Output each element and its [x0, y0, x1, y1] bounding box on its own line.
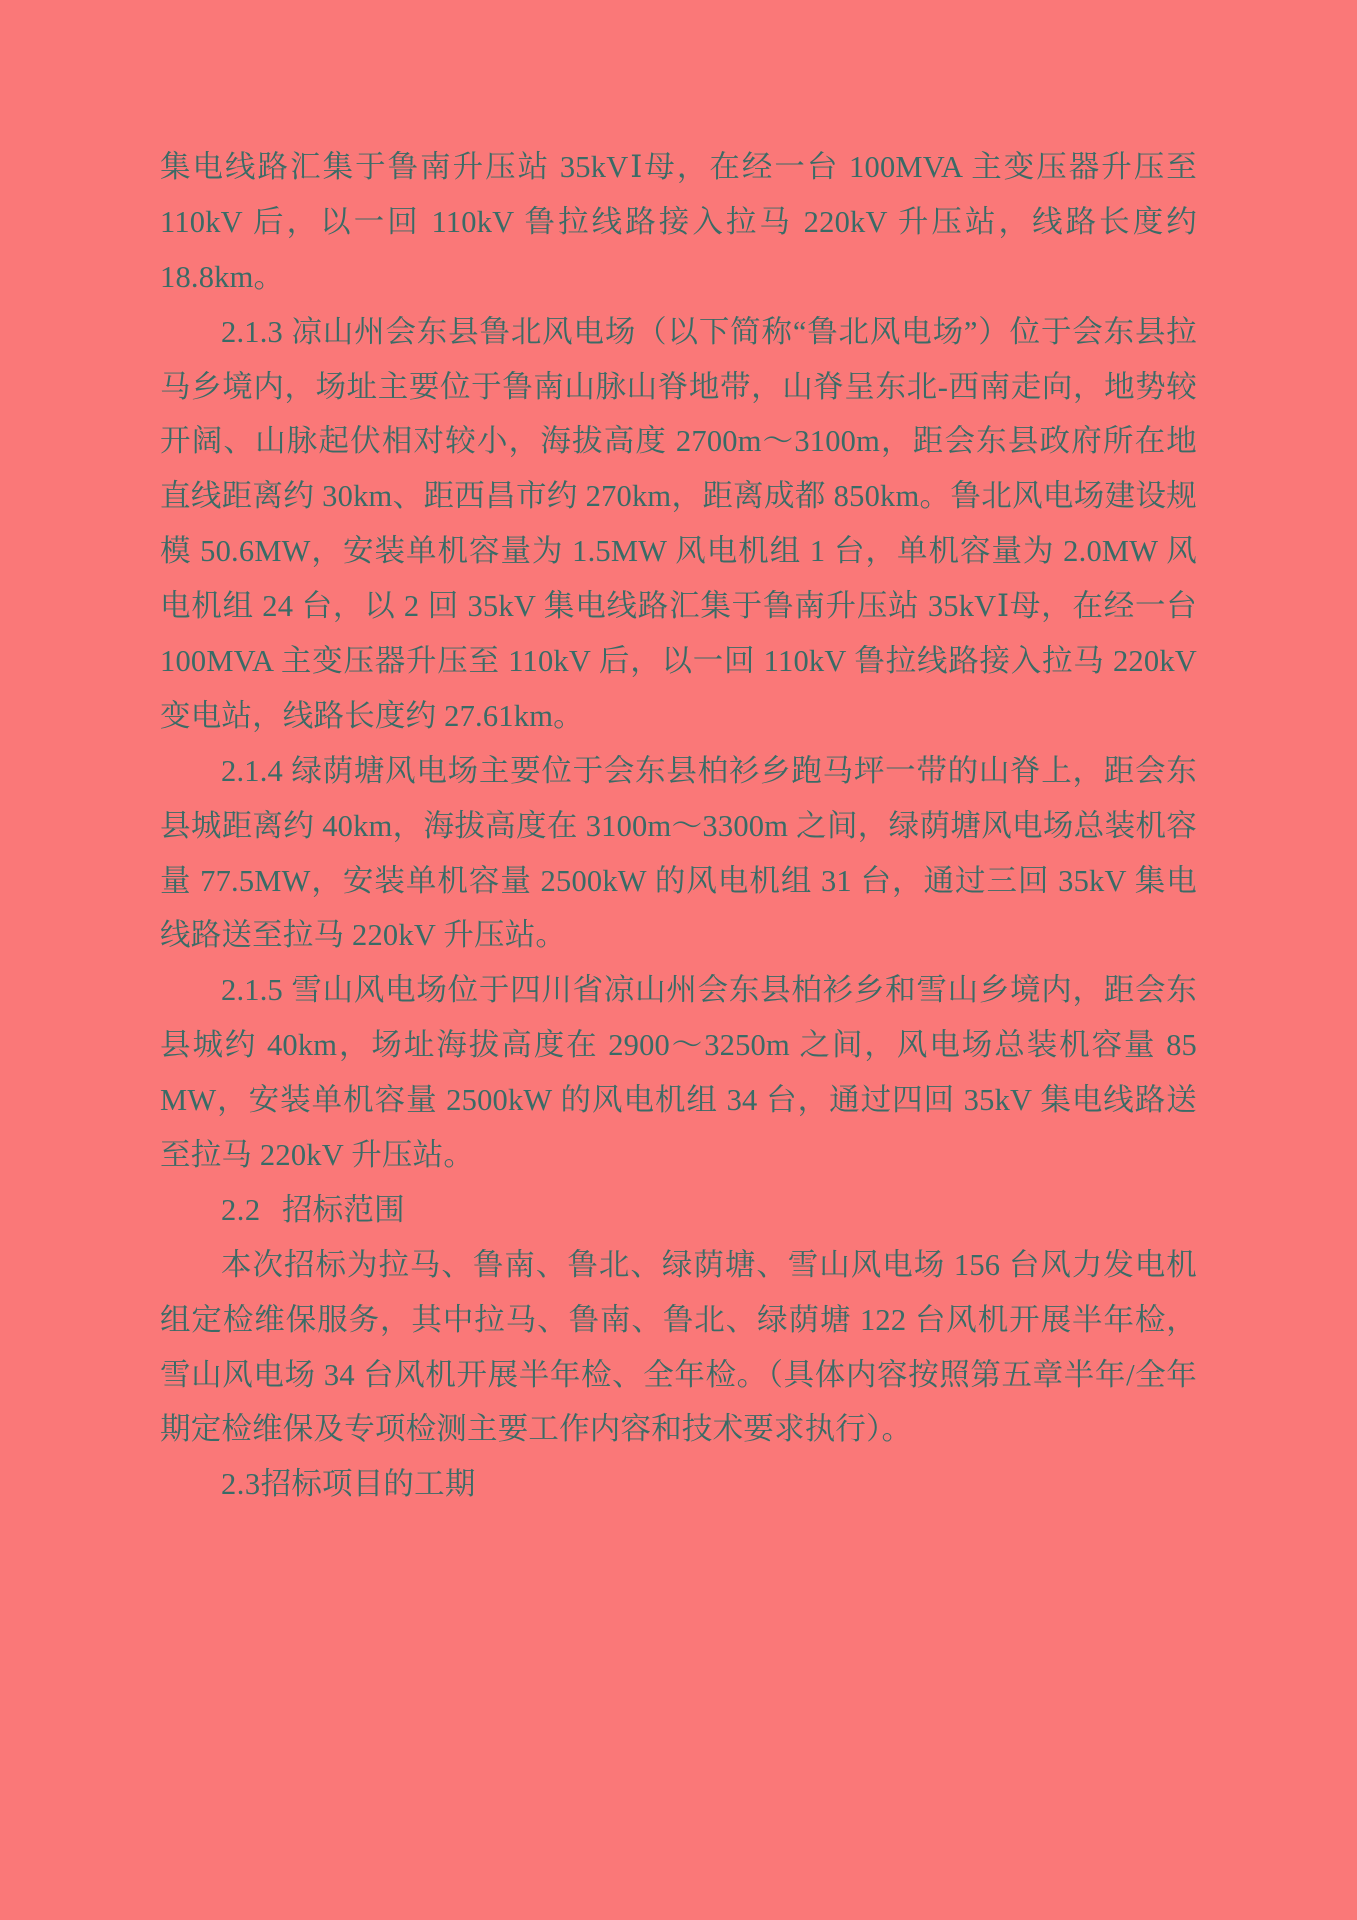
paragraph-2-1-4: 2.1.4 绿荫塘风电场主要位于会东县柏衫乡跑马坪一带的山脊上，距会东县城距离约 40km，海拔高度在 3100m～3300m 之间，绿荫塘风电场总装机容量 77.5MW，安装单机容量 2500kW 的风电机组 31 台，通过三回 35kV 集电线路送至拉马 220kV 升压站。 — [160, 753, 1197, 953]
paragraph-scope: 本次招标为拉马、鲁南、鲁北、绿荫塘、雪山风电场 156 台风力发电机组定检维保服务，其中拉马、鲁南、鲁北、绿荫塘 122 台风机开展半年检，雪山风电场 34 台风机开展半年检、全年检。（具体内容按照第五章半年/全年期定检维保及专项检测主要工作内容和技术要求执行）。 — [160, 1247, 1197, 1447]
paragraph-2-1-5: 2.1.5 雪山风电场位于四川省凉山州会东县柏衫乡和雪山乡境内，距会东县城约 40km，场址海拔高度在 2900～3250m 之间，风电场总装机容量 85 MW，安装单机容量 2500kW 的风电机组 34 台，通过四回 35kV 集电线路送至拉马 220kV 升压站。 — [160, 973, 1197, 1173]
heading-2-3-title: 招标项目的工期 — [260, 1467, 476, 1502]
heading-2-3 — [160, 1457, 1197, 1512]
paragraph-2-1-3: 2.1.3 凉山州会东县鲁北风电场（以下简称“鲁北风电场”）位于会东县拉马乡境内，场址主要位于鲁南山脉山脊地带，山脊呈东北-西南走向，地势较开阔、山脉起伏相对较小，海拔高度 2700m～3100m，距会东县政府所在地直线距离约 30km、距西昌市约 270km，距离成都 850km。鲁北风电场建设规模 50.6MW，安装单机容量为 1.5MW 风电机组 1 台，单机容量为 2.0MW 风电机组 24 台，以 2 回 35kV 集电线路汇集于鲁南升压站 35kVⅠ母，在经一台 100MVA 主变压器升压至 110kV 后，以一回 110kV 鲁拉线路接入拉马 220kV 变电站，线路长度约 27.61km。 — [160, 314, 1197, 733]
heading-2-2 — [160, 1183, 1197, 1238]
heading-2-3-number: 2.3 — [221, 1467, 261, 1502]
paragraph-continuation: 集电线路汇集于鲁南升压站 35kVⅠ母，在经一台 100MVA 主变压器升压至 110kV 后，以一回 110kV 鲁拉线路接入拉马 220kV 升压站，线路长度约 18.8km。 — [160, 150, 1197, 294]
heading-2-2-title: 招标范围 — [281, 1192, 405, 1227]
heading-2-2-number: 2.2 — [221, 1192, 261, 1227]
document-body — [160, 140, 1197, 1512]
